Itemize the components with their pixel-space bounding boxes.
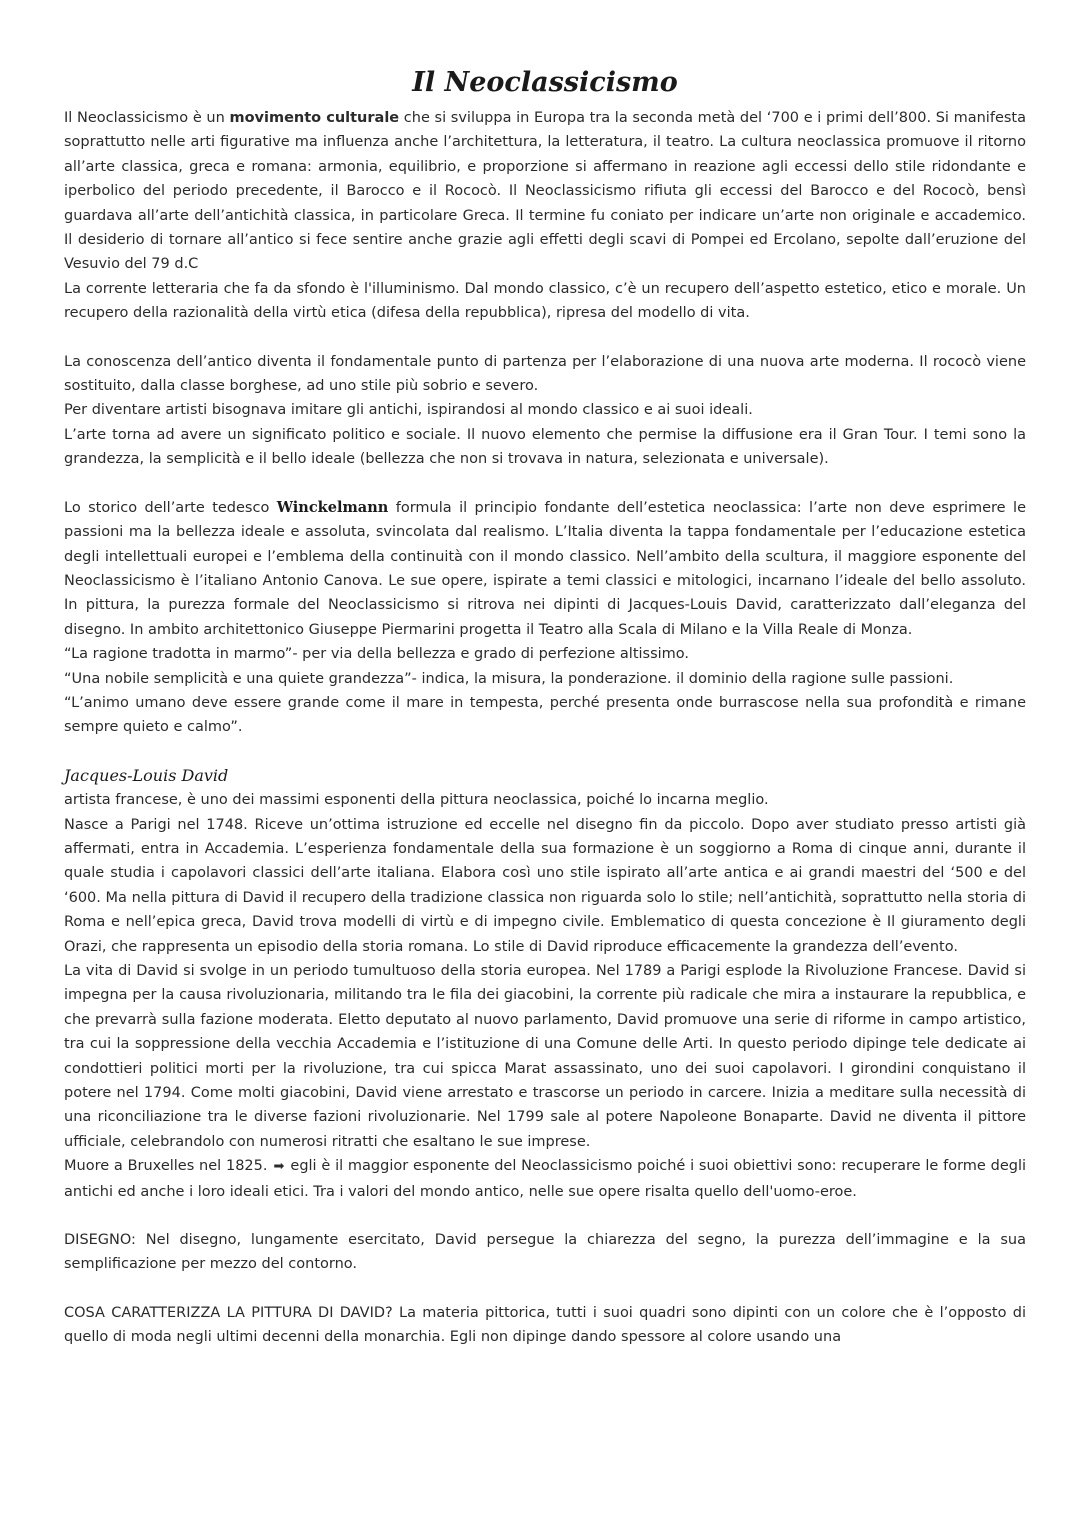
illuminismo-paragraph: La corrente letteraria che fa da sfondo è l'illuminismo. Dal mondo classico, c’è un recupero dell’aspetto estetico, etico e morale. Un recupero della razionalità della virtù etica (difesa della repubblica), ripresa del modello di vita. [64, 280, 1026, 322]
page-title: Il Neoclassicismo [412, 67, 678, 98]
antico-paragraph-3: L’arte torna ad avere un significato politico e sociale. Il nuovo elemento che permise la diffusione era il Gran Tour. I temi sono la grandezza, la semplicità e il bello ideale (bellezza che non si trovava in natura, selezionata e universale). [64, 426, 1026, 468]
david-paragraph-2: Nasce a Parigi nel 1748. Riceve un’ottima istruzione ed eccelle nel disegno fin da piccolo. Dopo aver studiato presso artisti già affermati, entra in Accademia. L’esperienza fondamentale della sua formazione è un soggiorno a Roma di cinque anni, durante il quale studia i capolavori classici dell’arte italiana. Elabora così uno stile ispirato all’arte antica e ai grandi maestri del ‘500 e del ‘600. Ma nella pittura di David il recupero della tradizione classica non riguarda solo lo stile; nell’antichità, soprattutto nella storia di Roma e nell’epica greca, David trova modelli di virtù e di impegno civile. Emblematico di questa concezione è Il giuramento degli Orazi, che rappresenta un episodio della storia romana. Lo stile di David riproduce efficacemente la grandezza dell’evento. [64, 816, 1026, 955]
quote-3: “L’animo umano deve essere grande come il mare in tempesta, perché presenta onde burrascose nella sua profondità e rimane sempre quieto e calmo”. [64, 694, 1026, 736]
winckelmann-text-rest: formula il principio fondante dell’estetica neoclassica: l’arte non deve esprimere le passioni ma la bellezza ideale e assoluta, svincolata dal realismo. L’Italia diventa la tappa fondamentale per l’educazione estetica degli intellettuali europei e l’emblema della continuità con il mondo classico. Nell’ambito della scultura, il maggiore esponente del Neoclassicismo è l’italiano Antonio Canova. Le sue opere, ispirate a temi classici e mitologici, incarnano l’ideale del bello assoluto. In pittura, la purezza formale del Neoclassicismo si ritrova nei dipinti di Jacques-Louis David, caratterizzato dall’eleganza del disegno. In ambito architettonico Giuseppe Piermarini progetta il Teatro alla Scala di Milano e la Villa Reale di Monza. [64, 499, 1026, 638]
david-heading: Jacques-Louis David [64, 765, 229, 785]
spacer [64, 740, 1026, 764]
intro-text-start: Il Neoclassicismo è un [64, 110, 230, 126]
david-paragraph-3: La vita di David si svolge in un periodo tumultuoso della storia europea. Nel 1789 a Parigi esplode la Rivoluzione Francese. David si impegna per la causa rivoluzionaria, militando tra le fila dei giacobini, la corrente più radicale che mira a instaurare la repubblica, e che prevarrà sulla fazione moderata. Eletto deputato al nuovo parlamento, David promuove una serie di riforme in campo artistico, tra cui la soppressione della vecchia Accademia e l’istituzione di una Comune delle Arti. In questo periodo dipinge tele dedicate ai condottieri politici morti per la rivoluzione, tra cui spicca Marat assassinato, uno dei suoi capolavori. I girondini conquistano il potere nel 1794. Come molti giacobini, David viene arrestato e trascorse un periodo in carcere. Inizia a meditare sulla necessità di una riconciliazione tra le diverse fazioni rivoluzionarie. Nel 1799 sale al potere Napoleone Bonaparte. David ne diventa il pittore ufficiale, celebrandolo con numerosi ritratti che esaltano le sue imprese. [64, 963, 1026, 1150]
pittura-paragraph: COSA CARATTERIZZA LA PITTURA DI DAVID? La materia pittorica, tutti i suoi quadri sono dipinti con un colore che è l’opposto di quello di moda negli ultimi decenni della monarchia. Egli non dipinge dando spessore al colore usando una [64, 1304, 1026, 1346]
winckelmann-text-start: Lo storico dell’arte tedesco [64, 499, 277, 516]
david-paragraph-1: artista francese, è uno dei massimi esponenti della pittura neoclassica, poiché lo incarna meglio. [64, 792, 769, 809]
quote-1: “La ragione tradotta in marmo”- per via della bellezza e grado di perfezione altissimo. [64, 646, 690, 663]
antico-paragraph-2: Per diventare artisti bisognava imitare gli antichi, ispirandosi al mondo classico e ai suoi ideali. [64, 402, 753, 419]
intro-text-rest: che si sviluppa in Europa tra la seconda metà del ‘700 e i primi dell’800. Si manifesta soprattutto nelle arti figurative ma influenza anche l’architettura, la letteratura, il teatro. La cultura neoclassica promuove il ritorno all’arte classica, greca e romana: armonia, equilibrio, e proporzione si affermano in reazione agli eccessi dello stile ridondante e iperbolico del periodo precedente, il Barocco e il Rococò. Il Neoclassicismo rifiuta gli eccessi del Barocco e del Rococò, bensì guardava all’arte dell’antichità classica, in particolare Greca. Il termine fu coniato per indicare un’arte non originale e accademico. Il desiderio di tornare all’antico si fece sentire anche grazie agli effetti degli scavi di Pompei ed Ercolano, sepolte dall’eruzione del Vesuvio del 79 d.C [64, 110, 1026, 273]
spacer [64, 1277, 1026, 1301]
david-paragraph-4 [64, 1154, 1026, 1204]
quote-2: “Una nobile semplicità e una quiete grandezza”- indica, la misura, la ponderazione. il dominio della ragione sulle passioni. [64, 670, 954, 687]
winckelmann-paragraph [64, 496, 1026, 642]
winckelmann-name: Winckelmann [276, 498, 389, 516]
arrow-right-icon: ➡ [273, 1159, 285, 1175]
spacer [64, 326, 1026, 350]
antico-paragraph-1: La conoscenza dell’antico diventa il fondamentale punto di partenza per l’elaborazione di una nuova arte moderna. Il rococò viene sostituito, dalla classe borghese, ad uno stile più sobrio e severo. [64, 353, 1026, 395]
spacer [64, 472, 1026, 496]
spacer [64, 1204, 1026, 1228]
david-conclusion-text: egli è il maggior esponente del Neoclassicismo poiché i suoi obiettivi sono: recuperare le forme degli antichi ed anche i loro ideali etici. Tra i valori del mondo antico, nelle sue opere risalta quello dell'uomo-eroe. [64, 1158, 1027, 1200]
intro-paragraph [64, 106, 1026, 277]
disegno-paragraph: DISEGNO: Nel disegno, lungamente esercitato, David persegue la chiarezza del segno, la purezza dell’immagine e la sua semplificazione per mezzo del contorno. [64, 1232, 1026, 1273]
david-death-text: Muore a Bruxelles nel 1825. [64, 1158, 268, 1175]
intro-bold-term: movimento culturale [229, 110, 400, 126]
